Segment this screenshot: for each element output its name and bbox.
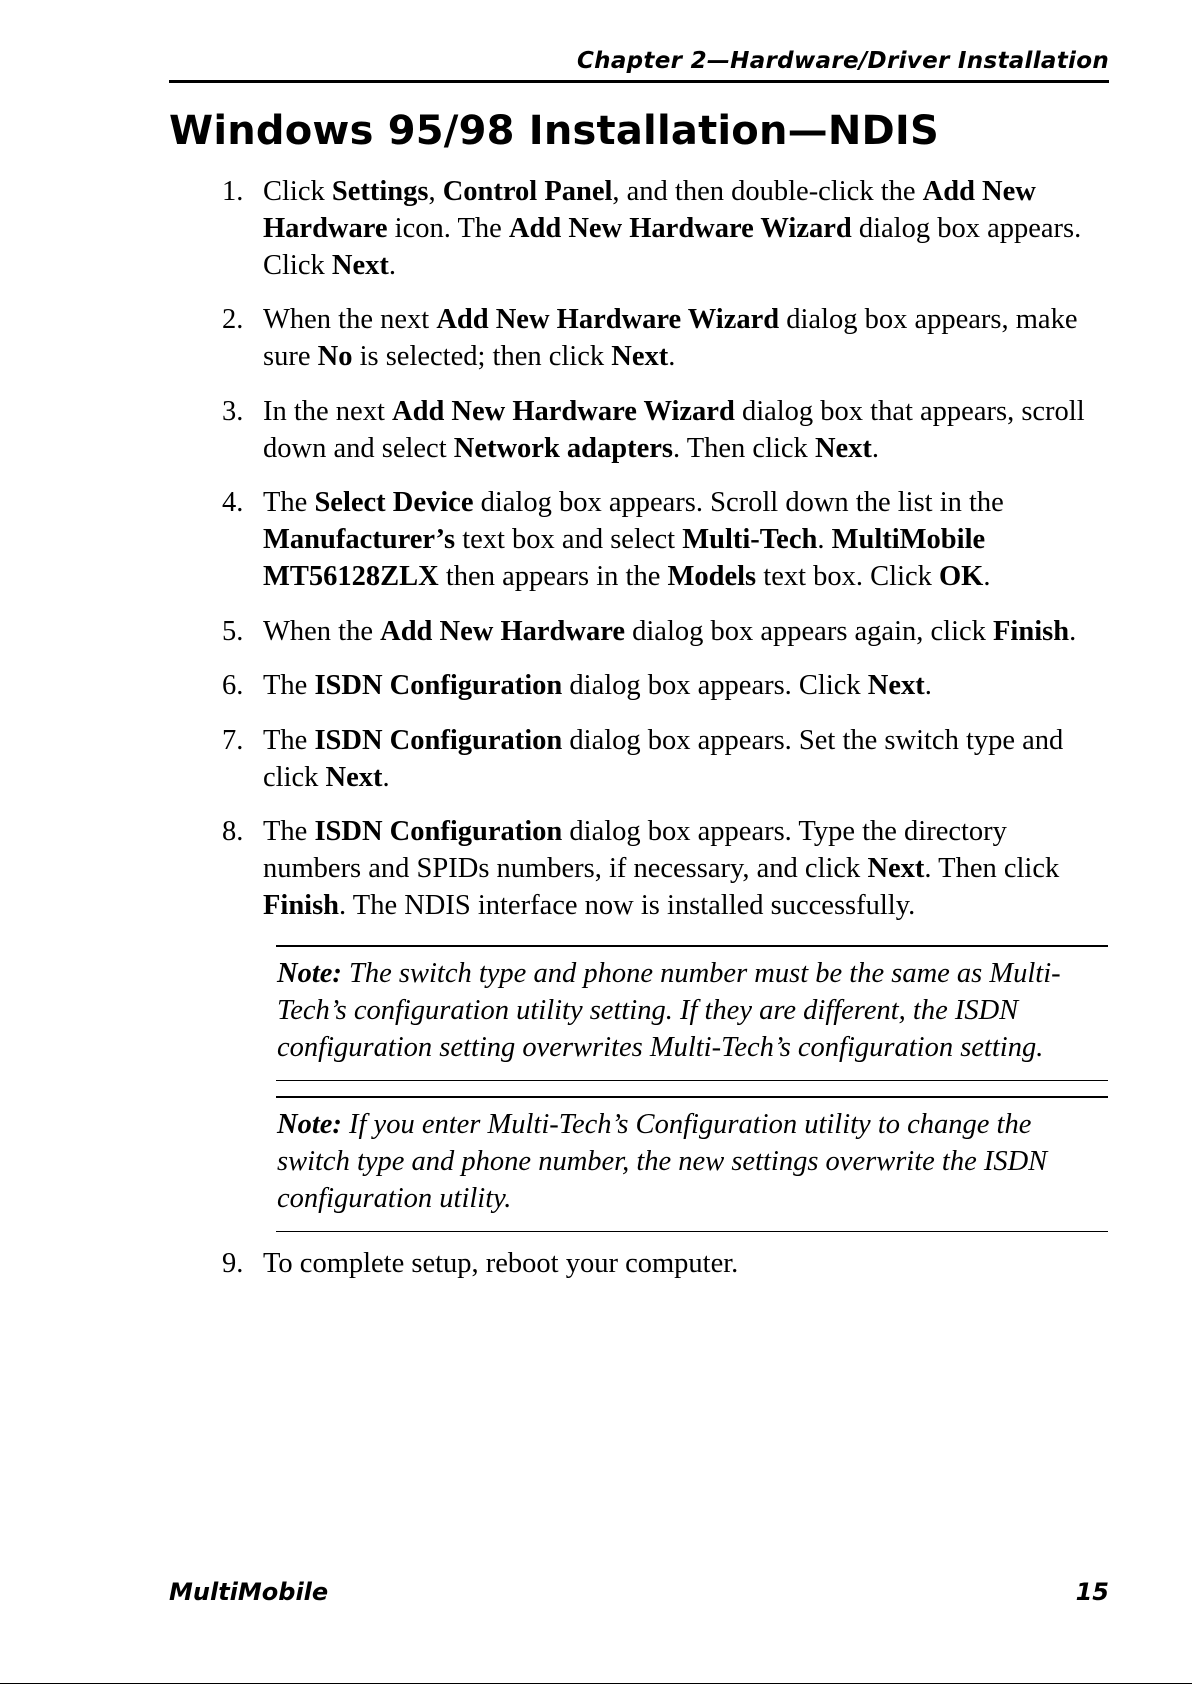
note-box <box>276 945 1108 1081</box>
text-run: dialog box appears. Type the directory <box>562 816 1007 847</box>
bold-term: MT56128ZLX <box>263 561 439 592</box>
text-run: The <box>263 670 315 701</box>
bold-term: Settings <box>331 176 429 207</box>
text-run: dialog box appears again, click <box>625 616 994 647</box>
text-run: , and then double-click the <box>612 176 923 207</box>
text-run: . <box>871 433 880 464</box>
text-run: In the next <box>263 396 393 427</box>
bold-term: Control Panel <box>442 176 613 207</box>
step-text <box>263 613 1108 650</box>
bold-term: Finish <box>263 890 340 921</box>
bold-term: Add New <box>922 176 1036 207</box>
bold-term: Finish <box>993 616 1070 647</box>
text-run: . Then click <box>924 853 1060 884</box>
bold-term: Next <box>611 341 669 372</box>
note-line: Tech’s configuration utility setting. If they are different, the ISDN <box>277 995 1019 1026</box>
note-label: Note: <box>277 1109 342 1140</box>
text-run: dialog box appears. Click <box>562 670 868 701</box>
step-number: 8. <box>222 816 244 847</box>
note-line: configuration utility. <box>277 1183 512 1214</box>
text-run: sure <box>263 341 318 372</box>
bold-term: MultiMobile <box>831 524 986 555</box>
text-run: dialog box appears. <box>851 213 1082 244</box>
bold-term: Add New Hardware <box>380 616 626 647</box>
step-text <box>263 722 1108 796</box>
bold-term: Next <box>814 433 872 464</box>
step-number: 1. <box>222 176 244 207</box>
bold-term: OK <box>939 561 984 592</box>
text-run: . The NDIS interface now is installed successfully. <box>339 890 916 921</box>
text-run: text box and select <box>455 524 683 555</box>
step-text <box>263 484 1108 595</box>
text-run: click <box>263 762 326 793</box>
bold-term: Multi-Tech <box>682 524 818 555</box>
step-text <box>263 173 1108 284</box>
note-box <box>276 1096 1108 1232</box>
step-number: 7. <box>222 725 244 756</box>
text-run: Click <box>263 250 332 281</box>
running-header: Chapter 2—Hardware/Driver Installation <box>576 48 1109 74</box>
bold-term: Next <box>325 762 383 793</box>
text-run: dialog box that appears, scroll <box>734 396 1085 427</box>
footer-product-name: MultiMobile <box>169 1578 329 1606</box>
bold-term: Next <box>331 250 389 281</box>
text-run: . <box>388 250 396 281</box>
bold-term: Next <box>867 853 925 884</box>
text-run: then appears in the <box>438 561 668 592</box>
bottom-rule <box>0 1683 1192 1684</box>
text-run: To complete setup, reboot your computer. <box>263 1248 739 1279</box>
header-rule <box>169 80 1109 83</box>
text-run: down and select <box>263 433 454 464</box>
text-run: The <box>263 816 315 847</box>
bold-term: Add New Hardware Wizard <box>436 304 780 335</box>
step-number: 3. <box>222 396 244 427</box>
text-run: The <box>263 725 315 756</box>
text-run: dialog box appears. Scroll down the list in the <box>473 487 1004 518</box>
text-run: . <box>817 524 832 555</box>
section-title: Windows 95/98 Installation—NDIS <box>169 108 940 154</box>
note-label: Note: <box>277 958 342 989</box>
text-run: . <box>668 341 676 372</box>
step-number: 5. <box>222 616 244 647</box>
note-line: If you enter Multi-Tech’s Configuration utility to change the <box>341 1109 1032 1140</box>
note-line: switch type and phone number, the new settings overwrite the ISDN <box>277 1146 1048 1177</box>
bold-term: No <box>317 341 353 372</box>
text-run: numbers and SPIDs numbers, if necessary, and click <box>263 853 868 884</box>
bold-term: Manufacturer’s <box>263 524 456 555</box>
text-run: dialog box appears, make <box>779 304 1078 335</box>
step-number: 6. <box>222 670 244 701</box>
step-number: 4. <box>222 487 244 518</box>
text-run: . <box>924 670 932 701</box>
text-run: . Then click <box>673 433 815 464</box>
step-number: 9. <box>222 1248 244 1279</box>
step-text <box>263 301 1108 375</box>
text-run: . <box>1069 616 1077 647</box>
note-line: The switch type and phone number must be the same as Multi- <box>341 958 1061 989</box>
note-line: configuration setting overwrites Multi-Tech’s configuration setting. <box>277 1032 1044 1063</box>
step-text <box>263 393 1108 467</box>
text-run: icon. The <box>387 213 509 244</box>
text-run: , <box>428 176 443 207</box>
bold-term: Add New Hardware Wizard <box>508 213 852 244</box>
bold-term: Models <box>667 561 757 592</box>
text-run: . <box>382 762 390 793</box>
bold-term: Add New Hardware Wizard <box>392 396 735 427</box>
page-number: 15 <box>1075 1578 1109 1606</box>
text-run: When the <box>263 616 381 647</box>
text-run: dialog box appears. Set the switch type and <box>562 725 1064 756</box>
step-text <box>263 667 1108 704</box>
text-run: text box. Click <box>756 561 940 592</box>
bold-term: ISDN Configuration <box>314 670 563 701</box>
bold-term: Next <box>867 670 925 701</box>
text-run: is selected; then click <box>352 341 612 372</box>
bold-term: ISDN Configuration <box>314 816 563 847</box>
text-run: . <box>983 561 991 592</box>
bold-term: Network adapters <box>453 433 673 464</box>
bold-term: Hardware <box>263 213 388 244</box>
step-text <box>263 813 1108 924</box>
bold-term: Select Device <box>314 487 474 518</box>
text-run: The <box>263 487 315 518</box>
step-number: 2. <box>222 304 244 335</box>
bold-term: ISDN Configuration <box>314 725 563 756</box>
step-text <box>263 1245 1108 1282</box>
text-run: When the next <box>263 304 437 335</box>
text-run: Click <box>263 176 332 207</box>
